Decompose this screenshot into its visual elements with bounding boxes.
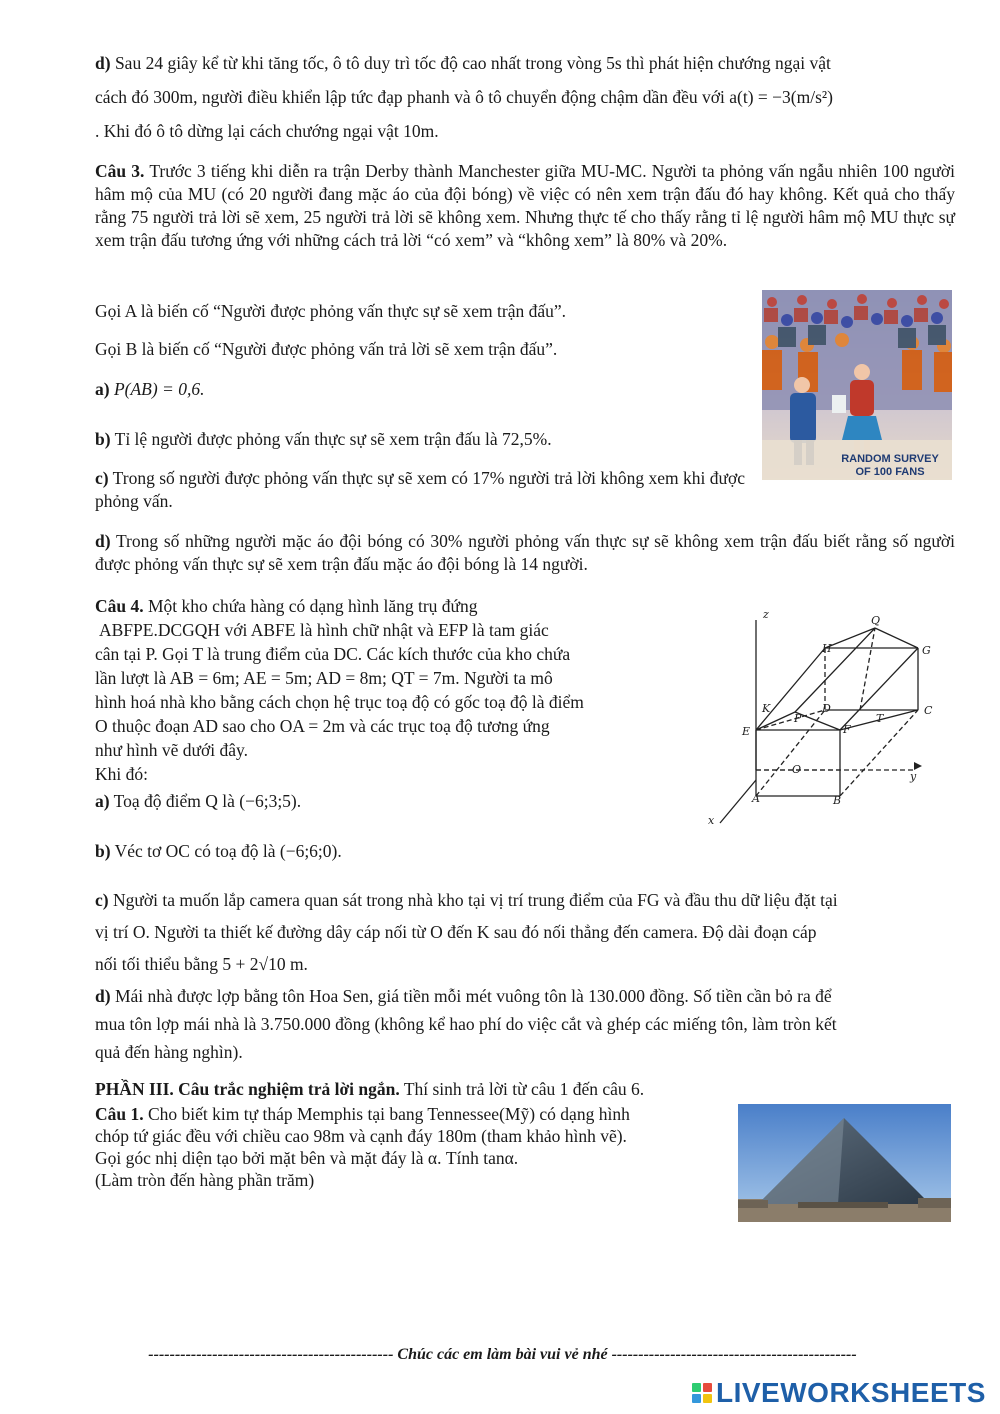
question-text: hình hoá nhà kho bằng cách chọn hệ trục toạ độ có gốc toạ độ là điểm	[95, 692, 584, 712]
question-text: Trước 3 tiếng khi diễn ra trận Derby thành Manchester giữa MU-MC. Người ta phỏng vấn ngẫu nhiên 100 người hâm mộ của MU (có 20 người đang mặc áo của đội bóng) về việc có nên xem trận đấu đó hay không. Kết quả cho thấy rằng 75 người trả lời sẽ xem, 25 người trả lời sẽ không xem. Nhưng thực tế cho thấy rằng tỉ lệ người hâm mộ MU thực sự xem trận đấu tương ứng với những cách trả lời “có xem” và “không xem” là 80% và 20%.	[95, 161, 955, 250]
part-text: Trong số người được phỏng vấn thực sự sẽ xem có 17% người trả lời không xem khi được phỏng vấn.	[95, 468, 746, 511]
part-text: vị trí O. Người ta thiết kế đường dây cáp nối từ O đến K sau đó nối thẳng đến camera. Độ dài đoạn cáp	[95, 922, 817, 942]
question-text: O thuộc đoạn AD sao cho OA = 2m và các trục toạ độ tương ứng	[95, 716, 550, 736]
diagram-label-T: T	[876, 712, 884, 725]
diagram-label-x: x	[708, 814, 715, 827]
question-text: lần lượt là AB = 6m; AE = 5m; AD = 8m; QT = 7m. Người ta mô	[95, 668, 553, 688]
part-label: b)	[95, 429, 111, 449]
part-text: quả đến hàng nghìn).	[95, 1042, 243, 1062]
part-3-heading	[95, 1078, 955, 1101]
part-text: nối tối thiểu bằng 5 + 2√10 m.	[95, 954, 308, 974]
question-text: chóp tứ giác đều với chiều cao 98m và cạnh đáy 180m (tham khảo hình vẽ).	[95, 1126, 627, 1146]
part-text: Trong số những người mặc áo đội bóng có 30% người phỏng vấn thực sự sẽ không xem trận đấu biết rằng số người được phỏng vấn thực sự sẽ xem trận đấu mặc áo đội bóng là 14 người.	[95, 531, 955, 574]
diagram-label-z: z	[763, 608, 769, 621]
question-text: Khi đó:	[95, 764, 148, 784]
survey-caption-line-1: RANDOM SURVEY	[841, 453, 939, 465]
part-label: d)	[95, 531, 111, 551]
footer-message: ---------------------------------------------- Chúc các em làm bài vui vẻ nhé ----------------------------------------------	[148, 1346, 857, 1363]
diagram-label-F: F	[843, 723, 851, 736]
question-text: Gọi góc nhị diện tạo bởi mặt bên và mặt đáy là α. Tính tanα.	[95, 1148, 519, 1168]
question-text: ABFPE.DCGQH với ABFE là hình chữ nhật và EFP là tam giác	[99, 620, 549, 640]
crowd-illustration	[762, 290, 952, 480]
q3-part-b	[95, 428, 745, 451]
q3-part-a	[95, 378, 745, 401]
question-text: cân tại P. Gọi T là trung điểm của DC. Các kích thước của kho chứa	[95, 644, 571, 664]
diagram-label-P: P	[794, 712, 802, 725]
q3-part-c	[95, 467, 750, 513]
diagram-label-O: O	[792, 763, 802, 776]
section-heading: PHẦN III. Câu trắc nghiệm trả lời ngắn.	[95, 1079, 400, 1099]
part-text: Sau 24 giây kể từ khi tăng tốc, ô tô duy trì tốc độ cao nhất trong vòng 5s thì phát hiện chướng ngại vật	[114, 53, 831, 73]
question-text: như hình vẽ dưới đây.	[95, 740, 248, 760]
liveworksheets-logo[interactable]	[692, 1377, 986, 1409]
diagram-label-A: A	[752, 792, 760, 805]
prev-question-part-d	[95, 46, 955, 148]
q4-part-a	[95, 790, 685, 813]
question-text: Một kho chứa hàng có dạng hình lăng trụ đứng	[148, 596, 478, 616]
part-label: a)	[95, 791, 110, 811]
question-4-intro	[95, 594, 685, 786]
part-label: d)	[95, 986, 111, 1006]
diagram-label-E: E	[742, 725, 751, 738]
part-text: Toạ độ điểm Q là (−6;3;5).	[113, 791, 302, 811]
question-title: Câu 3.	[95, 161, 145, 181]
question-3-intro	[95, 160, 955, 252]
part-text: . Khi đó ô tô dừng lại cách chướng ngại vật 10m.	[95, 121, 439, 141]
part-text: Véc tơ OC có toạ độ là (−6;6;0).	[114, 841, 342, 861]
diagram-label-B: B	[833, 794, 842, 807]
q4-part-d	[95, 982, 955, 1066]
diagram-label-Q: Q	[871, 614, 881, 627]
liveworksheets-grid-icon	[692, 1383, 712, 1403]
part-3-question-1	[95, 1103, 735, 1191]
part-text: mua tôn lợp mái nhà là 3.750.000 đồng (không kể hao phí do việc cắt và ghép các miếng tôn, làm tròn kết	[95, 1014, 837, 1034]
question-title: Câu 1.	[95, 1104, 144, 1124]
x-axis	[720, 780, 756, 823]
part-text: Mái nhà được lợp bằng tôn Hoa Sen, giá tiền mỗi mét vuông tôn là 130.000 đồng. Số tiền cần bỏ ra để	[114, 986, 832, 1006]
q4-part-b	[95, 840, 685, 863]
diagram-label-C: C	[924, 704, 933, 717]
diagram-label-H: H	[822, 642, 832, 655]
part-label: a)	[95, 379, 110, 399]
part-label: c)	[95, 468, 109, 488]
part-text: cách đó 300m, người điều khiển lập tức đạp phanh và ô tô chuyển động chậm dần đều với a(t) = −3(m/s²)	[95, 87, 833, 107]
prism-coordinate-diagram	[700, 600, 955, 835]
part-label: c)	[95, 890, 109, 910]
question-text: (Làm tròn đến hàng phần trăm)	[95, 1170, 315, 1190]
diagram-label-D: D	[822, 702, 831, 715]
event-b-definition: Gọi B là biến cố “Người được phỏng vấn trả lời sẽ xem trận đấu”.	[95, 339, 558, 359]
pyramid-photo	[738, 1104, 951, 1222]
diagram-label-y: y	[910, 770, 917, 783]
question-title: Câu 4.	[95, 596, 144, 616]
event-a-definition: Gọi A là biến cố “Người được phỏng vấn thực sự sẽ xem trận đấu”.	[95, 301, 566, 321]
survey-illustration	[762, 290, 952, 480]
diagram-label-K: K	[762, 702, 771, 715]
question-text: Cho biết kim tự tháp Memphis tại bang Tennessee(Mỹ) có dạng hình	[148, 1104, 630, 1124]
part-label: b)	[95, 841, 111, 861]
q4-part-c	[95, 884, 955, 980]
pyramid-illustration	[738, 1104, 951, 1222]
diagram-label-G: G	[922, 644, 931, 657]
section-heading-rest: Thí sinh trả lời từ câu 1 đến câu 6.	[399, 1079, 645, 1099]
part-text: P(AB) = 0,6.	[113, 379, 205, 399]
part-text: Tỉ lệ người được phỏng vấn thực sự sẽ xem trận đấu là 72,5%.	[114, 429, 552, 449]
q3-part-d	[95, 530, 955, 576]
survey-caption-line-2: OF 100 FANS	[855, 466, 925, 478]
part-label: d)	[95, 53, 111, 73]
part-text: Người ta muốn lắp camera quan sát trong nhà kho tại vị trí trung điểm của FG và đầu thu dữ liệu đặt tại	[112, 890, 838, 910]
brand-name: LIVEWORKSHEETS	[716, 1377, 986, 1408]
